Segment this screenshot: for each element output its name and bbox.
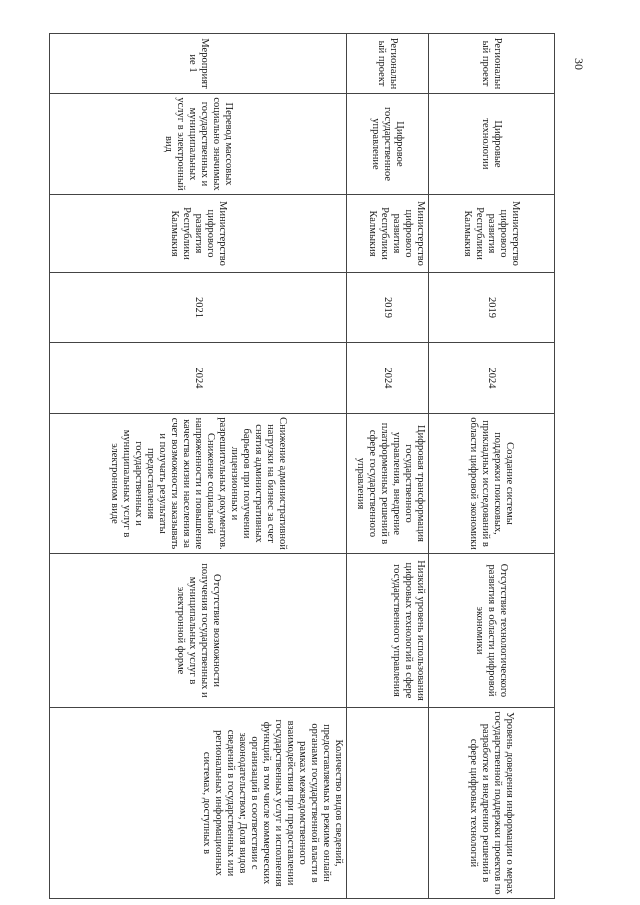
start-year-cell: 2021 xyxy=(50,273,347,343)
responsible-cell: Министерство цифрового развития Республики Калмыкия xyxy=(347,195,429,273)
indicator-cell: Количество видов сведений, предоставляемых в режиме онлайн органами государственной власти в рамках межведомственного взаимодействия при предоставлении государственных услуг и исполнения функций, в том числе коммерческих организаций в соответствии с законодательством; Доля видов сведений в государственных или региональных информационных системах, доступных в xyxy=(50,708,347,899)
consequence-cell: Отсутствие возможности получения государственных и муниципальных услуг в электронной форме xyxy=(50,554,347,708)
row-type-cell: Региональный проект xyxy=(429,34,555,94)
expected-result-cell: Снижение административной нагрузки на бизнес за счет снятия административных барьеров при получении лицензионных и разрешительных документов. Снижение социальной напряженности и повышение качества жизни населения за счет возможности заказывать и получать результаты предоставления государственных и муниципальных услуг в электронном виде xyxy=(50,414,347,554)
indicator-cell: Уровень доведения информации о мерах государственной поддержки проектов по разработке и внедрению решений в сфере цифровых технологий xyxy=(429,708,555,899)
responsible-cell: Министерство цифрового развития Республики Калмыкия xyxy=(50,195,347,273)
expected-result-cell: Цифровая трансформация государственного управления, внедрение платформенных решений в сфере государственного управления xyxy=(347,414,429,554)
end-year-cell: 2024 xyxy=(429,343,555,414)
project-name-cell: Цифровое государственное управление xyxy=(347,94,429,195)
start-year-cell: 2019 xyxy=(347,273,429,343)
row-type-cell: Мероприятие 1 xyxy=(50,34,347,94)
end-year-cell: 2024 xyxy=(50,343,347,414)
responsible-cell: Министерство цифрового развития Республики Калмыкия xyxy=(429,195,555,273)
indicator-cell xyxy=(347,708,429,899)
end-year-cell: 2024 xyxy=(347,343,429,414)
project-name-cell: Перевод массовых социально значимых государственных и муниципальных услуг в электронный вид xyxy=(50,94,347,195)
table-row xyxy=(429,34,555,899)
table-row xyxy=(50,34,347,899)
project-name-cell: Цифровые технологии xyxy=(429,94,555,195)
page-number: 30 xyxy=(572,58,586,70)
program-table xyxy=(50,33,555,898)
expected-result-cell: Создание системы поддержки поисковых, прикладных исследований в области цифровой экономики xyxy=(429,414,555,554)
start-year-cell: 2019 xyxy=(429,273,555,343)
row-type-cell: Региональный проект xyxy=(347,34,429,94)
consequence-cell: Низкий уровень использования цифровых технологий в сфере государственного управления xyxy=(347,554,429,708)
table-row xyxy=(347,34,429,899)
consequence-cell: Отсутствие технологического развития в области цифровой экономики xyxy=(429,554,555,708)
